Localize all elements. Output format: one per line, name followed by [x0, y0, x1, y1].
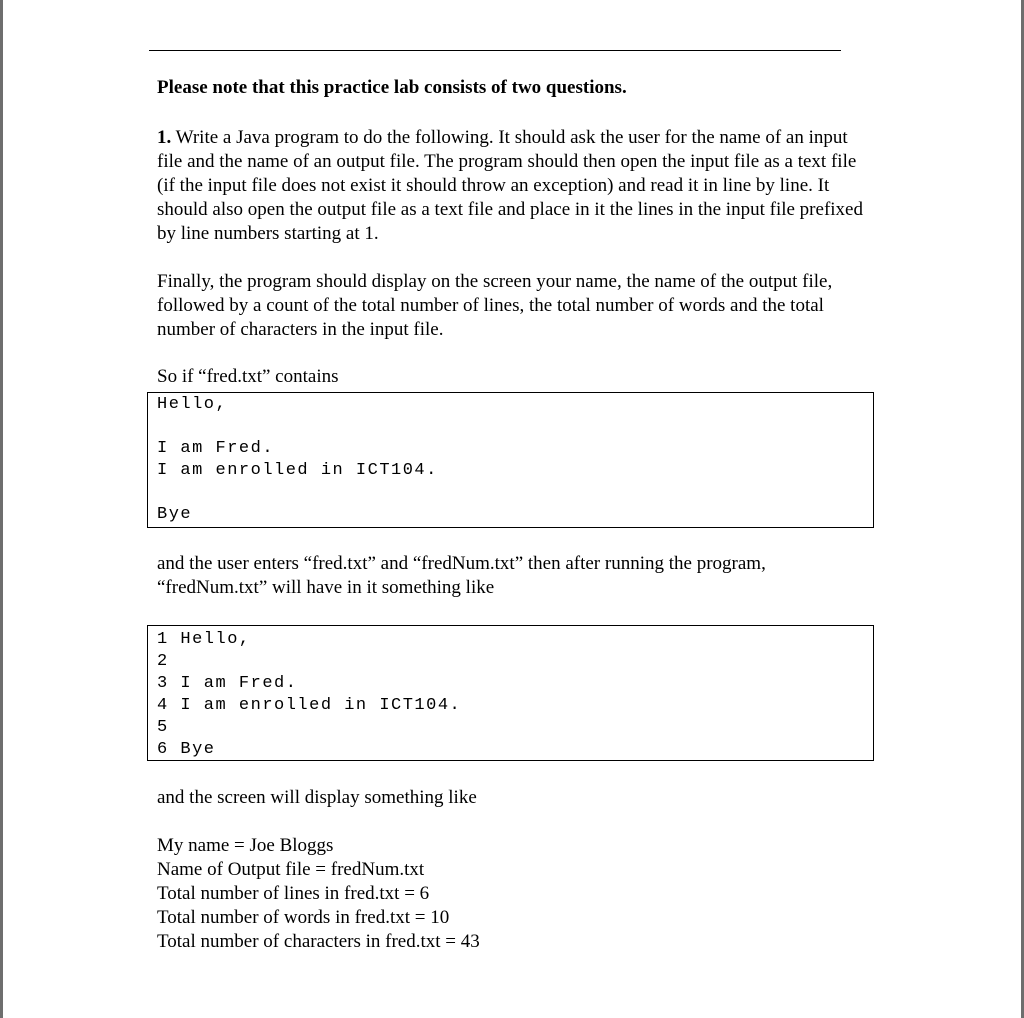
- screen-output-line: Total number of lines in fred.txt = 6: [157, 883, 430, 904]
- question-text: Write a Java program to do the following. It should ask the user for the name of an input file and the name of an output file. The program should then open the input file as a text file (if the input file does not exist it should throw an exception) and read it in line by line. It should also open the output file as a text file and place in it the lines in the input file prefixed by line numbers starting at 1.: [157, 127, 863, 244]
- document-page: [157, 76, 877, 388]
- input-line: Hello,: [157, 395, 228, 414]
- output-line: 3 I am Fred.: [157, 674, 298, 693]
- input-line: [157, 482, 873, 504]
- question-number: 1.: [157, 127, 172, 148]
- top-rule: [149, 50, 841, 51]
- output-line: 5: [157, 718, 169, 737]
- screen-output-line: Name of Output file = fredNum.txt: [157, 859, 425, 880]
- screen-output: [157, 834, 877, 954]
- note-heading: Please note that this practice lab consists of two questions.: [157, 77, 627, 98]
- paragraph-display-requirements: Finally, the program should display on the screen your name, the name of the output file, followed by a count of the total number of lines, the total number of words and the total number of characters in the input file.: [157, 271, 833, 340]
- output-file-box: [147, 625, 874, 761]
- output-line: 4 I am enrolled in ICT104.: [157, 696, 462, 715]
- screen-output-line: Total number of characters in fred.txt = 43: [157, 931, 480, 952]
- page-edge-left: [0, 0, 3, 1018]
- output-line: 1 Hello,: [157, 630, 251, 649]
- input-line: Bye: [157, 505, 193, 524]
- after-input-text: and the user enters “fred.txt” and “fredNum.txt” then after running the program, “fredNum.txt” will have in it something like: [157, 553, 766, 598]
- so-if-text: So if “fred.txt” contains: [157, 366, 339, 387]
- input-line: [157, 416, 873, 438]
- input-file-box: [147, 392, 874, 528]
- screen-output-line: My name = Joe Bloggs: [157, 835, 334, 856]
- after-output-text: and the screen will display something like: [157, 787, 477, 808]
- output-line: 2: [157, 652, 169, 671]
- question-1: [157, 126, 877, 246]
- input-line: I am Fred.: [157, 439, 275, 458]
- screen-output-line: Total number of words in fred.txt = 10: [157, 907, 450, 928]
- input-line: I am enrolled in ICT104.: [157, 461, 438, 480]
- output-line: 6 Bye: [157, 740, 216, 759]
